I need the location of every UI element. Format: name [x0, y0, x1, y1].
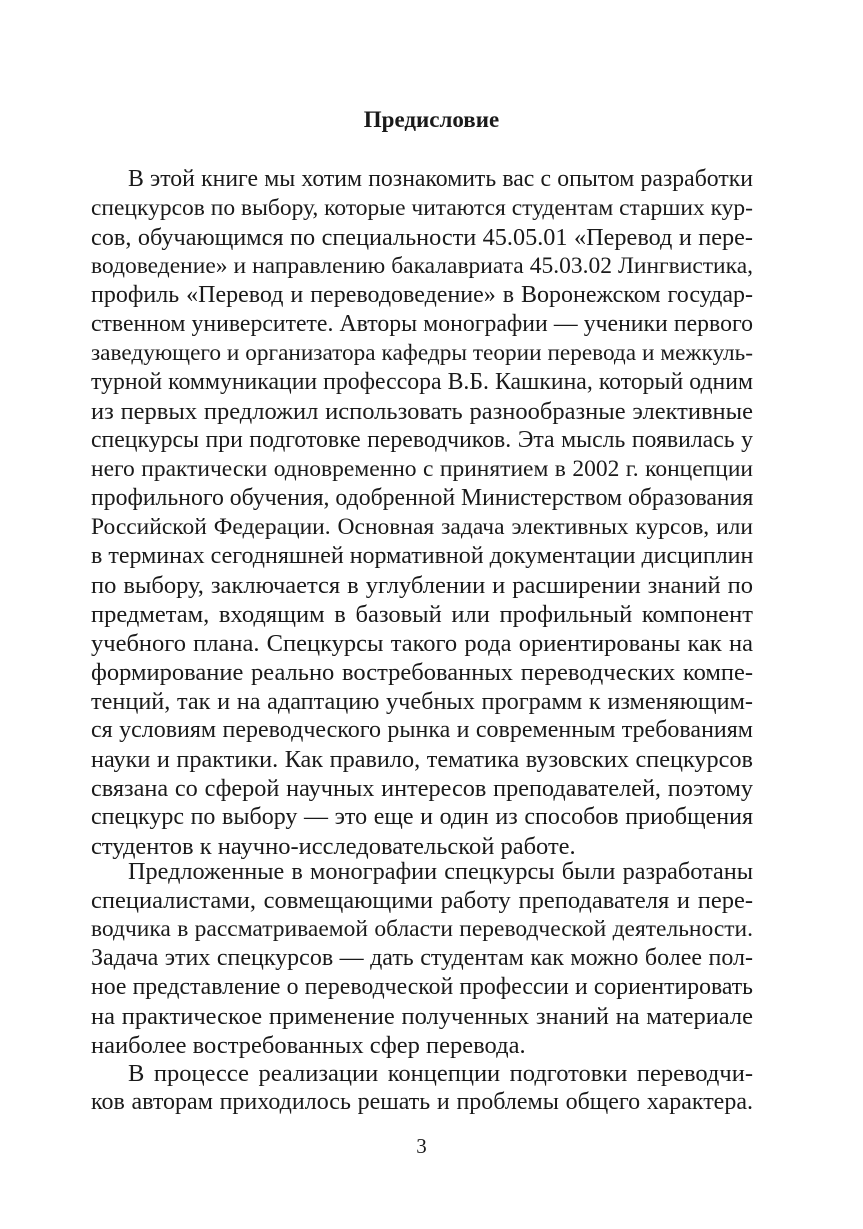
text-line: формирование реально востребованных переводческих компе- [91, 659, 753, 686]
text-line: связана со сферой научных интересов преподавателей, поэтому [91, 775, 753, 802]
text-line: ков авторам приходилось решать и проблемы общего характера. [91, 1089, 753, 1115]
text-line: В процессе реализации концепции подготовки переводчи- [128, 1060, 753, 1087]
text-line: предметам, входящим в базовый или профильный компонент [91, 601, 753, 628]
text-line: водоведение» и направлению бакалавриата 45.03.02 Лингвистика, [91, 253, 753, 279]
page-number: 3 [416, 1134, 427, 1158]
text-line: наиболее востребованных сфер перевода. [91, 1032, 526, 1059]
text-line: из первых предложил использовать разнообразные элективные [91, 398, 753, 425]
text-line: турной коммуникации профессора В.Б. Кашкина, который одним [91, 369, 753, 395]
text-line: по выбору, заключается в углублении и расширении знаний по [91, 572, 753, 599]
text-line: специалистами, совмещающими работу преподавателя и пере- [91, 887, 753, 914]
text-line: ся условиям переводческого рынка и современным требованиям [91, 717, 753, 743]
text-line: студентов к научно-исследовательской работе. [91, 833, 576, 860]
text-line: ное представление о переводческой профессии и сориентировать [91, 974, 753, 1000]
page-title: Предисловие [363, 107, 500, 132]
text-line: спецкурсов по выбору, которые читаются студентам старших кур- [91, 195, 753, 221]
text-line: Предложенные в монографии спецкурсы были разработаны [128, 858, 753, 885]
text-line: профильного обучения, одобренной Министерством образования [91, 485, 754, 511]
text-line: ственном университете. Авторы монографии — ученики первого [91, 311, 753, 337]
text-line: в терминах сегодняшней нормативной документации дисциплин [91, 543, 754, 569]
text-line: учебного плана. Спецкурсы такого рода ориентированы как на [91, 630, 753, 657]
text-line: водчика в рассматриваемой области переводческой деятельности. [91, 916, 753, 942]
text-line: Задача этих спецкурсов — дать студентам как можно более пол- [91, 945, 753, 971]
text-line: него практически одновременно с принятием в 2002 г. концепции [91, 456, 753, 482]
text-line: науки и практики. Как правило, тематика вузовских спецкурсов [91, 746, 753, 773]
text-line: профиль «Перевод и переводоведение» в Воронежском государ- [91, 282, 753, 308]
text-line: В этой книге мы хотим познакомить вас с опытом разработки [128, 166, 753, 192]
text-line: спецкурс по выбору — это еще и один из способов приобщения [91, 804, 753, 830]
text-line: на практическое применение полученных знаний на материале [91, 1003, 753, 1030]
text-line: тенций, так и на адаптацию учебных программ к изменяющим- [91, 688, 753, 715]
text-line: заведующего и организатора кафедры теории перевода и межкуль- [91, 340, 753, 366]
text-line: сов, обучающимся по специальности 45.05.01 «Перевод и пере- [91, 224, 753, 251]
text-line: спецкурсы при подготовке переводчиков. Эта мысль появилась у [91, 427, 753, 453]
text-line: Российской Федерации. Основная задача элективных курсов, или [91, 514, 753, 540]
